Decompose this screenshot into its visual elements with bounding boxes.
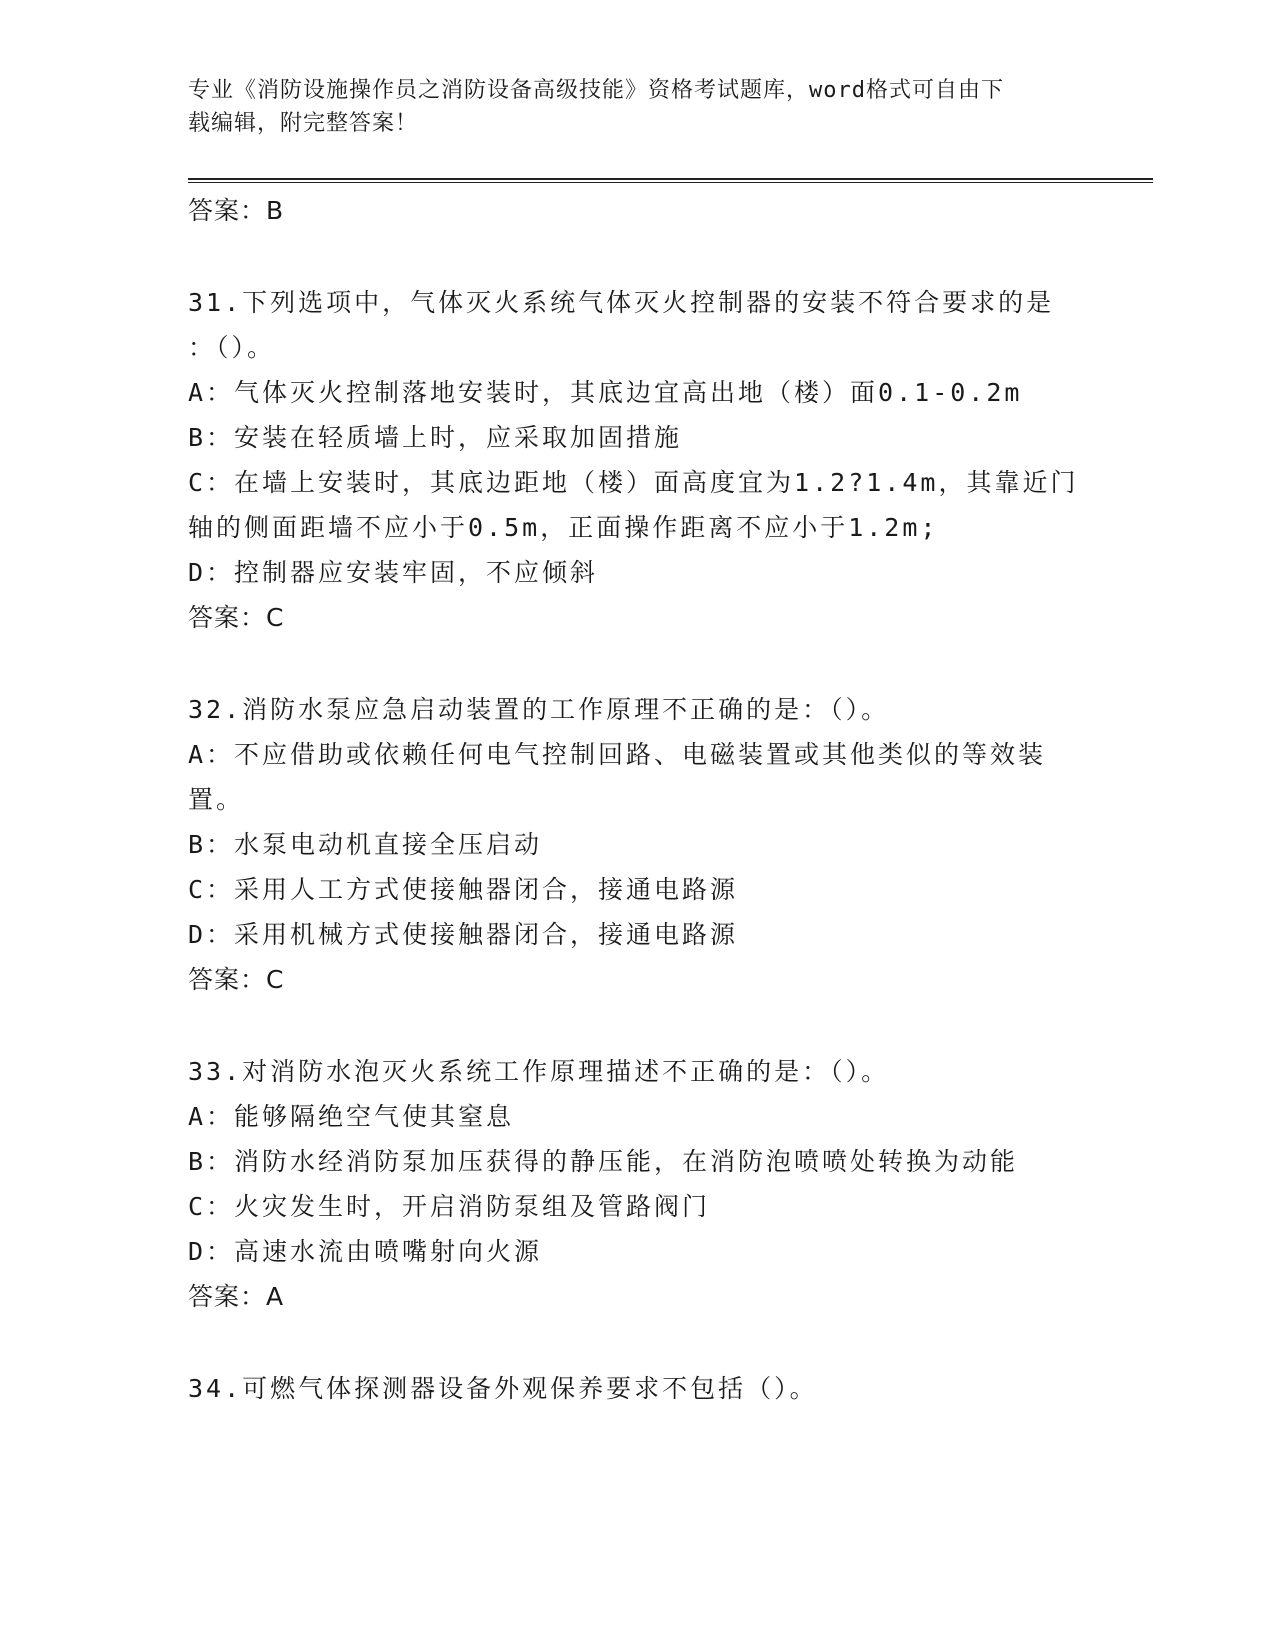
previous-answer: 答案：B	[188, 196, 285, 225]
header-line-1: 专业《消防设施操作员之消防设备高级技能》资格考试题库，word格式可自由下	[188, 78, 1004, 103]
option-b: B：安装在轻质墙上时，应采取加固措施	[188, 423, 683, 452]
option-d: D：控制器应安装牢固，不应倾斜	[188, 558, 599, 587]
document-header	[188, 74, 1078, 140]
question-text: 34.可燃气体探测器设备外观保养要求不包括（）。	[188, 1374, 818, 1403]
option-a-continued: 置。	[188, 785, 245, 814]
option-d: D：采用机械方式使接触器闭合，接通电路源	[188, 920, 739, 949]
question-32	[188, 687, 1088, 1002]
option-c: C：在墙上安装时，其底边距地（楼）面高度宜为1.2?1.4m，其靠近门	[188, 468, 1079, 497]
option-c: C：火灾发生时，开启消防泵组及管路阀门	[188, 1192, 711, 1221]
question-list	[188, 188, 1088, 1411]
option-c: C：采用人工方式使接触器闭合，接通电路源	[188, 875, 739, 904]
question-33	[188, 1049, 1088, 1319]
question-text: 33.对消防水泡灭火系统工作原理描述不正确的是：（）。	[188, 1057, 890, 1086]
header-line-2: 载编辑，附完整答案！	[188, 111, 419, 136]
option-b: B：水泵电动机直接全压启动	[188, 830, 543, 859]
answer: 答案：C	[188, 603, 285, 632]
spacer	[188, 640, 1088, 687]
question-text: ：（）。	[188, 333, 276, 362]
spacer	[188, 1002, 1088, 1049]
header-divider-thick	[188, 178, 1153, 180]
option-b: B：消防水经消防泵加压获得的静压能，在消防泡喷喷处转换为动能	[188, 1147, 1019, 1176]
option-a: A：能够隔绝空气使其窒息	[188, 1102, 515, 1131]
question-text: 32.消防水泵应急启动装置的工作原理不正确的是：（）。	[188, 695, 890, 724]
question-34	[188, 1366, 1088, 1411]
option-a: A：气体灭火控制落地安装时，其底边宜高出地（楼）面0.1-0.2m	[188, 378, 1023, 407]
answer: 答案：C	[188, 965, 285, 994]
option-c-continued: 轴的侧面距墙不应小于0.5m，正面操作距离不应小于1.2m;	[188, 513, 939, 542]
option-d: D：高速水流由喷嘴射向火源	[188, 1237, 543, 1266]
spacer	[188, 1319, 1088, 1366]
spacer	[188, 233, 1088, 280]
question-31	[188, 280, 1088, 640]
answer: 答案：A	[188, 1282, 285, 1311]
question-text: 31.下列选项中，气体灭火系统气体灭火控制器的安装不符合要求的是	[188, 288, 1055, 317]
option-a: A：不应借助或依赖任何电气控制回路、电磁装置或其他类似的等效装	[188, 740, 1047, 769]
header-divider-thin	[188, 182, 1153, 183]
